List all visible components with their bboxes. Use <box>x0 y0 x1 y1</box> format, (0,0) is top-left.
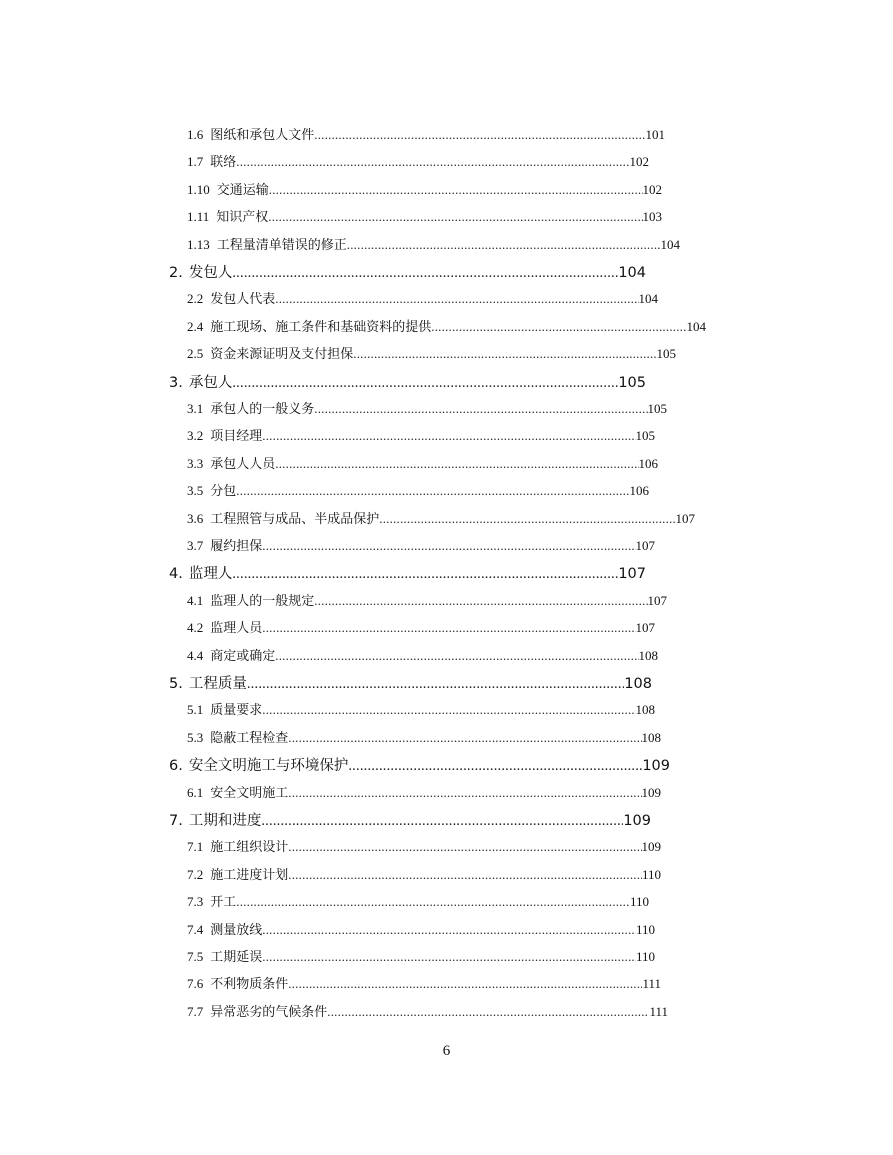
toc-entry-title: 测量放线 <box>210 922 263 938</box>
toc-section-entry[interactable] <box>169 261 646 283</box>
dot-leader <box>353 346 656 362</box>
toc-entry-page: 110 <box>641 866 661 882</box>
toc-entry-number: 7.5 <box>187 949 204 964</box>
toc-entry-page: 107 <box>647 592 667 608</box>
dot-leader <box>327 1004 649 1020</box>
dot-leader <box>288 867 642 883</box>
toc-entry-number: 4.1 <box>187 592 204 608</box>
dot-leader <box>269 182 643 198</box>
toc-entry-number: 1.6 <box>187 127 204 142</box>
toc-entry-title: 质量要求 <box>210 703 263 719</box>
toc-entry-number: 4.4 <box>187 647 204 663</box>
toc-entry-title: 隐蔽工程检查 <box>210 730 289 746</box>
toc-entry-number: 2.5 <box>187 346 204 362</box>
page-number: 6 <box>442 1043 451 1059</box>
toc-entry-page: 106 <box>638 455 658 471</box>
toc-subsection-entry[interactable] <box>187 179 662 201</box>
toc-entry-page: 105 <box>618 374 646 391</box>
toc-entry-number: 5. <box>169 676 183 692</box>
toc-entry-page: 104 <box>618 265 646 281</box>
toc-entry-number: 5.3 <box>187 729 204 745</box>
dot-leader <box>232 375 618 392</box>
toc-section-entry[interactable] <box>169 371 646 393</box>
toc-subsection-entry[interactable] <box>187 699 655 721</box>
toc-entry-number: 7.1 <box>187 839 204 855</box>
toc-subsection-entry[interactable] <box>187 206 662 228</box>
toc-subsection-entry[interactable] <box>187 480 649 502</box>
toc-entry-page: 108 <box>624 676 652 692</box>
toc-subsection-entry[interactable] <box>187 727 661 749</box>
toc-entry-number: 1.10 <box>187 181 210 197</box>
toc-entry-title: 商定或确定 <box>210 648 276 664</box>
toc-entry-page: 101 <box>645 127 665 142</box>
toc-entry-title: 施工现场、施工条件和基础资料的提供 <box>210 319 432 335</box>
toc-entry-number: 7.4 <box>187 921 204 937</box>
dot-leader <box>236 894 630 910</box>
dot-leader <box>288 839 641 855</box>
toc-entry-number: 7.6 <box>187 976 204 992</box>
toc-entry-title: 发包人 <box>188 265 233 281</box>
dot-leader <box>262 922 636 938</box>
toc-entry-title: 监理人 <box>188 566 233 583</box>
toc-subsection-entry[interactable] <box>187 151 649 173</box>
toc-entry-page: 109 <box>641 839 661 855</box>
dot-leader <box>431 319 686 335</box>
dot-leader <box>288 976 642 992</box>
toc-entry-title: 承包人人员 <box>210 456 276 472</box>
toc-subsection-entry[interactable] <box>187 590 667 612</box>
toc-section-entry[interactable] <box>169 754 670 776</box>
toc-entry-title: 安全文明施工 <box>210 785 289 801</box>
dot-leader <box>232 566 618 583</box>
toc-entry-title: 分包 <box>210 484 237 500</box>
toc-entry-page: 107 <box>675 510 695 526</box>
toc-entry-number: 5.1 <box>187 702 204 718</box>
toc-entry-title: 监理人员 <box>210 621 263 637</box>
toc-entry-title: 交通运输 <box>216 182 269 198</box>
toc-subsection-entry[interactable] <box>187 316 706 338</box>
toc-entry-page: 109 <box>642 758 670 775</box>
toc-subsection-entry[interactable] <box>187 288 658 310</box>
toc-entry-page: 111 <box>642 976 661 992</box>
toc-subsection-entry[interactable] <box>187 836 661 858</box>
toc-subsection-entry[interactable] <box>187 919 655 941</box>
dot-leader <box>232 265 618 282</box>
dot-leader <box>268 209 642 225</box>
dot-leader <box>262 949 636 965</box>
toc-entry-number: 3.1 <box>187 401 204 416</box>
toc-subsection-entry[interactable] <box>187 508 695 530</box>
toc-entry-page: 109 <box>641 784 661 800</box>
dot-leader <box>262 538 635 554</box>
toc-entry-title: 承包人的一般义务 <box>210 402 315 417</box>
toc-entry-number: 3. <box>169 374 183 391</box>
toc-entry-number: 7.3 <box>187 894 204 910</box>
toc-entry-page: 110 <box>635 921 655 937</box>
toc-entry-title: 联络 <box>210 155 237 171</box>
toc-entry-page: 102 <box>629 154 649 170</box>
toc-entry-number: 3.6 <box>187 510 204 526</box>
toc-entry-page: 111 <box>649 1003 668 1019</box>
toc-entry-page: 104 <box>686 318 706 334</box>
toc-subsection-entry[interactable] <box>187 973 661 995</box>
toc-entry-page: 104 <box>638 291 658 307</box>
toc-entry-number: 1.7 <box>187 154 204 170</box>
toc-entry-title: 工期延误 <box>210 950 263 965</box>
toc-entry-number: 2.2 <box>187 291 204 307</box>
toc-entry-number: 3.7 <box>187 538 204 553</box>
toc-entry-title: 施工组织设计 <box>210 840 289 856</box>
toc-subsection-entry[interactable] <box>187 124 665 146</box>
dot-leader <box>379 511 675 527</box>
toc-subsection-entry[interactable] <box>187 645 658 667</box>
toc-entry-page: 108 <box>638 647 658 663</box>
toc-entry-page: 110 <box>629 894 649 910</box>
toc-subsection-entry[interactable] <box>187 535 655 557</box>
dot-leader <box>261 813 623 830</box>
dot-leader <box>236 154 629 170</box>
toc-subsection-entry[interactable] <box>187 1001 668 1023</box>
toc-entry-number: 4. <box>169 566 183 583</box>
toc-entry-page: 107 <box>618 566 646 583</box>
toc-entry-page: 102 <box>642 181 662 197</box>
toc-entry-title: 工程质量 <box>188 676 247 692</box>
dot-leader <box>275 648 638 664</box>
toc-entry-number: 3.2 <box>187 428 204 444</box>
toc-entry-page: 107 <box>635 620 655 636</box>
toc-entry-number: 2. <box>169 265 183 281</box>
toc-entry-number: 2.4 <box>187 318 204 334</box>
toc-section-entry[interactable] <box>169 562 646 584</box>
toc-entry-title: 项目经理 <box>210 429 263 445</box>
toc-entry-number: 1.11 <box>187 209 210 225</box>
toc-entry-title: 工程照管与成品、半成品保护 <box>210 511 380 527</box>
toc-entry-number: 7.7 <box>187 1003 204 1019</box>
toc-subsection-entry[interactable] <box>187 617 655 639</box>
toc-entry-number: 7.2 <box>187 866 204 882</box>
dot-leader <box>275 291 638 307</box>
dot-leader <box>262 620 635 636</box>
toc-entry-number: 7. <box>169 813 183 829</box>
toc-entry-page: 107 <box>635 538 655 553</box>
toc-entry-title: 发包人代表 <box>210 292 276 308</box>
toc-entry-title: 施工进度计划 <box>210 867 289 883</box>
toc-entry-title: 工程量清单错误的修正 <box>216 237 347 253</box>
toc-entry-number: 3.5 <box>187 483 204 499</box>
toc-entry-page: 109 <box>623 813 651 829</box>
toc-entry-title: 工期和进度 <box>188 813 262 829</box>
dot-leader <box>348 758 642 775</box>
toc-entry-title: 安全文明施工与环境保护 <box>188 758 349 775</box>
toc-entry-page: 103 <box>642 209 662 225</box>
toc-entry-number: 1.13 <box>187 236 210 252</box>
toc-entry-title: 承包人 <box>188 374 233 391</box>
toc-entry-title: 资金来源证明及支付担保 <box>210 347 354 363</box>
dot-leader <box>314 593 647 609</box>
toc-subsection-entry[interactable] <box>187 453 658 475</box>
dot-leader <box>314 401 647 417</box>
toc-subsection-entry[interactable] <box>187 864 661 886</box>
dot-leader <box>347 237 661 253</box>
toc-section-entry[interactable] <box>169 672 652 694</box>
toc-entry-page: 110 <box>635 949 655 964</box>
toc-subsection-entry[interactable] <box>187 782 661 804</box>
toc-subsection-entry[interactable] <box>187 425 655 447</box>
toc-entry-title: 不利物质条件 <box>210 977 289 993</box>
toc-subsection-entry[interactable] <box>187 234 680 256</box>
toc-section-entry[interactable] <box>169 809 651 831</box>
toc-entry-number: 6.1 <box>187 784 204 800</box>
toc-entry-page: 104 <box>660 236 680 252</box>
toc-subsection-entry[interactable] <box>187 891 649 913</box>
dot-leader <box>288 785 641 801</box>
toc-entry-number: 4.2 <box>187 620 204 636</box>
toc-entry-page: 106 <box>629 483 649 499</box>
toc-entry-page: 105 <box>647 401 667 416</box>
toc-entry-page: 108 <box>635 702 655 718</box>
toc-entry-number: 6. <box>169 758 183 775</box>
toc-entry-title: 图纸和承包人文件 <box>210 128 315 143</box>
toc-entry-number: 3.3 <box>187 455 204 471</box>
toc-entry-title: 监理人的一般规定 <box>210 593 315 609</box>
dot-leader <box>314 127 645 143</box>
dot-leader <box>262 428 635 444</box>
toc-subsection-entry[interactable] <box>187 946 655 968</box>
dot-leader <box>275 456 638 472</box>
toc-entry-page: 108 <box>641 729 661 745</box>
toc-entry-title: 异常恶劣的气候条件 <box>210 1004 328 1020</box>
toc-entry-title: 开工 <box>210 895 237 911</box>
toc-entry-title: 履约担保 <box>210 539 263 554</box>
toc-subsection-entry[interactable] <box>187 398 667 420</box>
toc-entry-page: 105 <box>656 346 676 362</box>
toc-entry-page: 105 <box>635 428 655 444</box>
dot-leader <box>247 676 624 693</box>
dot-leader <box>288 730 641 746</box>
dot-leader <box>236 483 629 499</box>
toc-entry-title: 知识产权 <box>216 210 269 226</box>
dot-leader <box>262 702 635 718</box>
toc-subsection-entry[interactable] <box>187 343 676 365</box>
